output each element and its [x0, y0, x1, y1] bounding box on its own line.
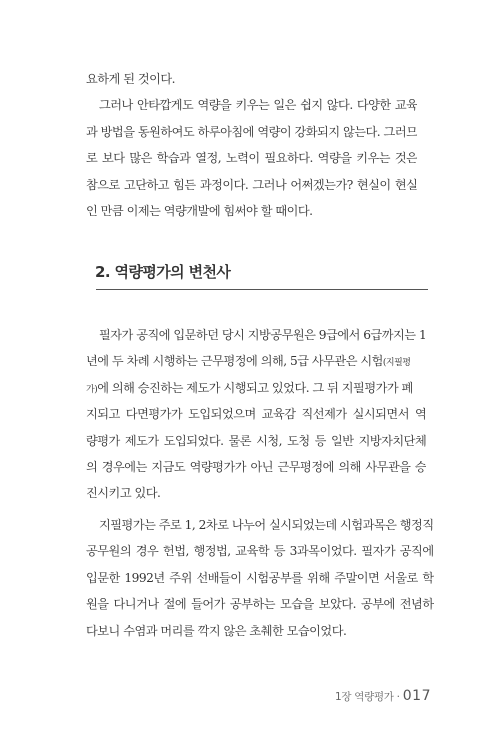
text-line [86, 375, 426, 401]
text-line: 지되고 다면평가가 도입되었으며 교육감 직선제가 실시되면서 역 [86, 407, 427, 422]
text-line: 의 경우에는 지금도 역량평가가 아닌 근무평정에 의해 사무관을 승 [86, 459, 427, 474]
text-line: 과 방법을 동원하여도 하루아침에 역량이 강화되지 않는다. 그러므 [86, 124, 418, 139]
intro-paragraph [86, 66, 417, 224]
history-paragraph [86, 322, 426, 507]
text-line: 로 보다 많은 학습과 열정, 노력이 필요하다. 역량을 키우는 것은 [86, 151, 418, 166]
text-line: 요하게 된 것이다. [86, 72, 176, 86]
small-annotation: 가) [86, 384, 98, 395]
text-line: 진시키고 있다. [86, 486, 161, 501]
text-line: 입문한 1992년 주위 선배들이 시험공부를 위해 주말이면 서울로 학 [86, 570, 434, 585]
text-segment: 에 의해 승진하는 제도가 시행되고 있었다. 그 뒤 지필평가가 폐 [97, 380, 413, 395]
text-line: 원을 다니거나 절에 들어가 공부하는 모습을 보았다. 공부에 전념하 [86, 597, 434, 612]
text-line: 인 만큼 이제는 역량개발에 힘써야 할 때이다. [86, 203, 313, 218]
text-line: 참으로 고단하고 힘든 과정이다. 그러나 어쩌겠는가? 현실이 현실 [86, 177, 418, 192]
small-annotation: (지필평 [382, 358, 411, 369]
text-line: 공무원의 경우 헌법, 행정법, 교육학 등 3과목이었다. 필자가 공직에 [86, 544, 434, 559]
chapter-label: 1장 역량평가 · [335, 691, 400, 703]
section-heading: 2. 역량평가의 변천사 [95, 263, 231, 281]
heading-divider [96, 289, 428, 290]
page-number: 017 [402, 688, 431, 704]
exam-paragraph [86, 512, 434, 644]
text-line: 지필평가는 주로 1, 2차로 나누어 실시되었는데 시험과목은 행정직 [99, 518, 434, 532]
text-segment: 년에 두 차례 시행하는 근무평정에 의해, 5급 사무관은 시험 [86, 354, 383, 369]
text-line: 그러나 안타깝게도 역량을 키우는 일은 쉽지 않다. 다양한 교육 [99, 98, 418, 113]
text-line: 량평가 제도가 도입되었다. 물론 시청, 도청 등 일반 지방자치단체 [86, 433, 427, 448]
text-line: 필자가 공직에 입문하던 당시 지방공무원은 9급에서 6급까지는 1 [99, 328, 427, 342]
text-line [86, 348, 426, 374]
page-footer [335, 688, 431, 704]
text-line: 다보니 수염과 머리를 깍지 않은 초췌한 모습이었다. [86, 623, 347, 638]
